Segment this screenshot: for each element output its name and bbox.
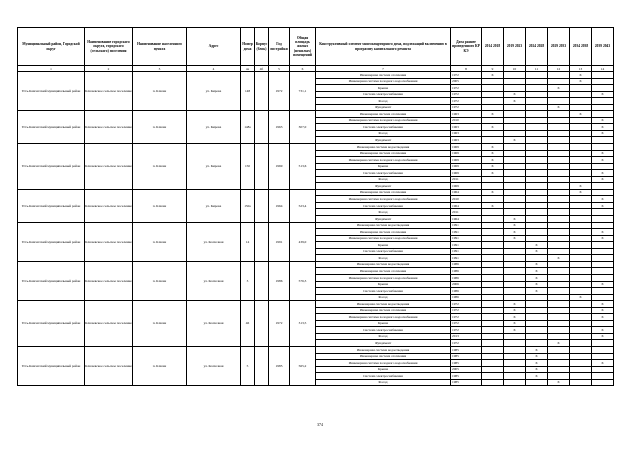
district-cell: Усть-Камчатский муниципальный район [18,144,85,190]
prior-repair-date-cell: 2005 [451,366,482,373]
period-mark-cell: X [526,281,548,288]
settlement-cell: Ключевское сельское поселение [85,301,133,347]
district-cell: Усть-Камчатский муниципальный район [18,222,85,261]
element-name-cell: Инженерная система холодного водоснабжения [316,360,451,367]
column-header-15: 2039 2043 [592,28,614,66]
period-mark-cell: X [482,144,504,151]
element-name-cell: Фасад [316,379,451,386]
period-mark-cell: X [592,91,614,98]
period-mark-cell: X [482,189,504,196]
period-mark-cell [592,379,614,386]
period-mark-cell: X [482,170,504,177]
period-mark-cell: X [592,130,614,137]
period-mark-cell: X [592,333,614,340]
period-mark-cell [526,379,548,386]
period-mark-cell: X [570,294,592,301]
block-cell [255,301,269,347]
element-name-cell: Инженерная система водоотведения [316,144,451,151]
element-name-cell: Инженерная система отопления [316,353,451,360]
street-cell: ул. Кирова [187,72,241,111]
element-name-cell: Инженерная система холодного водоснабжения [316,196,451,203]
column-number-15: 14 [592,66,614,72]
period-mark-cell: X [526,288,548,295]
prior-repair-date-cell: 2013 [451,333,482,340]
element-name-cell: Система электроснабжения [316,202,451,209]
period-mark-cell: X [504,91,526,98]
district-cell: Усть-Камчатский муниципальный район [18,189,85,222]
element-name-cell: Фундамент [316,216,451,223]
street-cell: ул. Кирова [187,144,241,190]
column-number-14: 13 [570,66,592,72]
column-number-6: 5 [269,66,290,72]
column-number-2: 3 [133,66,187,72]
element-name-cell: Фасад [316,333,451,340]
prior-repair-date-cell: 1972 [451,98,482,105]
prior-repair-date-cell: 1969 [451,170,482,177]
element-name-cell: Инженерная система водоотведения [316,222,451,229]
element-name-cell: Фундамент [316,137,451,144]
period-mark-cell: X [482,124,504,131]
element-name-cell: Фундамент [316,183,451,190]
prior-repair-date-cell: 2010 [451,117,482,124]
prior-repair-date-cell: 1986 [451,261,482,268]
prior-repair-date-cell: 1985 [451,379,482,386]
period-mark-cell: X [548,255,570,262]
street-cell: ул. Колхозная [187,301,241,347]
capital-repair-table [17,27,614,386]
build-year-cell: 1969 [269,144,290,190]
settlement-cell: Ключевское сельское поселение [85,189,133,222]
block-cell [255,111,269,144]
element-name-cell: Инженерная система отопления [316,150,451,157]
settlement-cell: Ключевское сельское поселение [85,261,133,300]
period-mark-cell: X [592,235,614,242]
element-name-cell: Инженерная система отопления [316,229,451,236]
district-cell: Усть-Камчатский муниципальный район [18,346,85,385]
prior-repair-date-cell: 1972 [451,327,482,334]
area-cell: 523,4 [290,189,316,222]
period-mark-cell: X [592,229,614,236]
prior-repair-date-cell: 1991 [451,248,482,255]
prior-repair-date-cell: 1964 [451,216,482,223]
area-cell: 307,0 [290,111,316,144]
locality-cell: п. Ключи [133,189,187,222]
prior-repair-date-cell: 1964 [451,202,482,209]
prior-repair-date-cell: 1972 [451,72,482,79]
prior-repair-date-cell: 1972 [451,320,482,327]
period-mark-cell: X [548,104,570,111]
column-header-6: Год постройки [269,28,290,66]
period-mark-cell: X [570,189,592,196]
period-mark-cell: X [592,281,614,288]
column-header-4: Номер дома [241,28,255,66]
prior-repair-date-cell: 1972 [451,91,482,98]
house-number-cell: 148а [241,111,255,144]
prior-repair-date-cell: 2010 [451,196,482,203]
build-year-cell: 1964 [269,189,290,222]
period-mark-cell: X [526,268,548,275]
period-mark-cell: X [504,98,526,105]
period-mark-cell: X [592,124,614,131]
period-mark-cell: X [592,117,614,124]
prior-repair-date-cell: 2011 [451,176,482,183]
street-cell: ул. Кирова [187,189,241,222]
block-cell [255,346,269,385]
prior-repair-date-cell: 1986 [451,274,482,281]
prior-repair-date-cell: 1969 [451,163,482,170]
house-number-cell: 14 [241,222,255,261]
area-cell: 565,2 [290,346,316,385]
prior-repair-date-cell: 1991 [451,229,482,236]
element-name-cell: Крыша [316,163,451,170]
period-mark-cell: X [592,314,614,321]
build-year-cell: 1963 [269,111,290,144]
element-name-cell: Фасад [316,209,451,216]
period-mark-cell: X [592,301,614,308]
column-header-8: Конструктивный элемент многоквартирного дома, подлежащий включению в программу капитального ремонта [316,28,451,66]
period-mark-cell: X [482,163,504,170]
period-mark-cell: X [504,216,526,223]
period-mark-cell: X [504,320,526,327]
column-header-7: Общая площадь жилых (нежилых) помещений [290,28,316,66]
area-cell: 576,3 [290,261,316,300]
column-number-0: 1 [18,66,85,72]
element-name-cell: Инженерная система холодного водоснабжения [316,274,451,281]
period-mark-cell: X [526,248,548,255]
build-year-cell: 1991 [269,222,290,261]
element-name-cell: Система электроснабжения [316,327,451,334]
district-cell: Усть-Камчатский муниципальный район [18,301,85,347]
element-name-cell: Фасад [316,294,451,301]
build-year-cell: 1972 [269,301,290,347]
period-mark-cell: X [526,366,548,373]
column-number-12: 11 [526,66,548,72]
period-mark-cell: X [592,202,614,209]
element-name-cell: Крыша [316,366,451,373]
period-mark-cell: X [592,360,614,367]
period-mark-cell: X [592,170,614,177]
period-mark-cell: X [504,235,526,242]
column-number-3: 4 [187,66,241,72]
prior-repair-date-cell: 1985 [451,353,482,360]
prior-repair-date-cell: 1986 [451,294,482,301]
area-cell: 439,0 [290,222,316,261]
prior-repair-date-cell: 1969 [451,150,482,157]
column-number-8: 7 [316,66,451,72]
period-mark-cell: X [570,111,592,118]
column-header-10: 2014 2018 [482,28,504,66]
area-cell: 731,1 [290,72,316,111]
build-year-cell: 1972 [269,72,290,111]
period-mark-cell: X [526,346,548,353]
period-mark-cell: X [592,196,614,203]
element-name-cell: Инженерная система водоотведения [316,301,451,308]
locality-cell: п. Ключи [133,111,187,144]
column-number-9: 8 [451,66,482,72]
prior-repair-date-cell: 1985 [451,373,482,380]
period-mark-cell: X [504,229,526,236]
element-name-cell: Система электроснабжения [316,248,451,255]
element-name-cell: Инженерная система отопления [316,307,451,314]
column-header-14: 2034 2038 [570,28,592,66]
period-mark-cell: X [504,307,526,314]
locality-cell: п. Ключи [133,261,187,300]
period-mark-cell: X [526,261,548,268]
column-number-7: 6 [290,66,316,72]
street-cell: ул. Колхозная [187,222,241,261]
period-mark-cell: X [504,327,526,334]
house-number-cell: 150 [241,144,255,190]
element-name-cell: Фасад [316,255,451,262]
prior-repair-date-cell: 1972 [451,307,482,314]
column-header-2: Наименование населенного пункта [133,28,187,66]
locality-cell: п. Ключи [133,144,187,190]
table-header-row [18,28,614,66]
period-mark-cell: X [548,379,570,386]
prior-repair-date-cell: 2011 [451,209,482,216]
build-year-cell: 1986 [269,261,290,300]
column-number-11: 10 [504,66,526,72]
prior-repair-date-cell: 1986 [451,268,482,275]
prior-repair-date-cell: 1985 [451,346,482,353]
prior-repair-date-cell: 1972 [451,340,482,347]
prior-repair-date-cell: 1991 [451,222,482,229]
element-name-cell: Инженерная система холодного водоснабжения [316,157,451,164]
column-number-1: 2 [85,66,133,72]
column-number-4: 4а [241,66,255,72]
period-mark-cell: X [592,327,614,334]
program-table-sheet [17,27,613,386]
prior-repair-date-cell: 1972 [451,85,482,92]
locality-cell: п. Ключи [133,222,187,261]
street-cell: ул. Кирова [187,111,241,144]
period-mark-cell: X [526,360,548,367]
settlement-cell: Ключевское сельское поселение [85,72,133,111]
element-name-cell: Инженерная система холодного водоснабжения [316,314,451,321]
house-number-cell: 148 [241,72,255,111]
element-name-cell: Инженерная система холодного водоснабжения [316,78,451,85]
period-mark-cell: X [570,72,592,79]
period-mark-cell: X [592,157,614,164]
district-cell: Усть-Камчатский муниципальный район [18,261,85,300]
element-name-cell: Инженерная система отопления [316,111,451,118]
element-name-cell: Крыша [316,281,451,288]
period-mark-cell: X [526,274,548,281]
period-mark-cell: X [504,301,526,308]
period-mark-cell: X [504,222,526,229]
period-mark-cell: X [482,111,504,118]
period-mark-cell [504,379,526,386]
street-cell: ул. Колхозная [187,346,241,385]
area-cell: 513,6 [290,144,316,190]
period-mark-cell: X [570,78,592,85]
element-name-cell: Крыша [316,242,451,249]
column-header-3: Адрес [187,28,241,66]
house-number-cell: 150а [241,189,255,222]
column-number-5: 4б [255,66,269,72]
area-cell: 313,5 [290,301,316,347]
period-mark-cell: X [526,353,548,360]
column-header-9: Дата раннее проведенного КР КЭ [451,28,482,66]
prior-repair-date-cell: 1969 [451,183,482,190]
prior-repair-date-cell: 1991 [451,242,482,249]
element-name-cell: Инженерная система отопления [316,72,451,79]
block-cell [255,189,269,222]
element-name-cell: Инженерная система водоотведения [316,261,451,268]
prior-repair-date-cell: 1963 [451,124,482,131]
element-name-cell: Фасад [316,176,451,183]
column-header-5: Корпус (блок) [255,28,269,66]
table-body [18,72,614,386]
column-header-13: 2029 2033 [548,28,570,66]
column-number-10: 9 [482,66,504,72]
house-number-cell: 46 [241,301,255,347]
prior-repair-date-cell: 2005 [451,78,482,85]
prior-repair-date-cell: 1972 [451,104,482,111]
column-header-11: 2019 2023 [504,28,526,66]
column-header-0: Муниципальный район, Городской округ [18,28,85,66]
element-name-cell: Фундамент [316,340,451,347]
block-cell [255,144,269,190]
prior-repair-date-cell: 1972 [451,314,482,321]
element-name-cell: Система электроснабжения [316,373,451,380]
page-number: 374 [317,422,323,427]
element-name-cell: Инженерная система водоотведения [316,346,451,353]
column-header-1: Наименование городского округа, городского (сельского) поселения [85,28,133,66]
build-year-cell: 1985 [269,346,290,385]
house-number-cell: 3 [241,261,255,300]
block-cell [255,72,269,111]
period-mark-cell: X [570,183,592,190]
period-mark-cell: X [504,314,526,321]
period-mark-cell: X [548,85,570,92]
prior-repair-date-cell: 1972 [451,301,482,308]
period-mark-cell: X [482,150,504,157]
element-name-cell: Инженерная система отопления [316,189,451,196]
column-header-12: 2024 2028 [526,28,548,66]
locality-cell: п. Ключи [133,72,187,111]
period-mark-cell: X [504,137,526,144]
period-mark-cell [570,379,592,386]
block-cell [255,261,269,300]
locality-cell: п. Ключи [133,301,187,347]
element-name-cell: Фундамент [316,104,451,111]
element-name-cell: Система электроснабжения [316,288,451,295]
element-name-cell: Система электроснабжения [316,124,451,131]
period-mark-cell: X [592,307,614,314]
district-cell: Усть-Камчатский муниципальный район [18,72,85,111]
element-name-cell: Крыша [316,85,451,92]
prior-repair-date-cell: 1969 [451,144,482,151]
street-cell: ул. Колхозная [187,261,241,300]
prior-repair-date-cell: 1985 [451,360,482,367]
settlement-cell: Ключевское сельское поселение [85,222,133,261]
prior-repair-date-cell: 1963 [451,111,482,118]
period-mark-cell: X [526,373,548,380]
element-name-cell: Фасад [316,98,451,105]
prior-repair-date-cell: 1969 [451,157,482,164]
prior-repair-date-cell: 1963 [451,130,482,137]
period-mark-cell: X [482,202,504,209]
period-mark-cell: X [482,72,504,79]
element-name-cell: Система электроснабжения [316,170,451,177]
period-mark-cell: X [526,242,548,249]
district-cell: Усть-Камчатский муниципальный район [18,111,85,144]
prior-repair-date-cell: 1991 [451,255,482,262]
period-mark-cell: X [482,157,504,164]
element-name-cell: Фасад [316,130,451,137]
element-name-cell: Система электроснабжения [316,91,451,98]
element-name-cell: Инженерная система холодного водоснабжения [316,235,451,242]
locality-cell: п. Ключи [133,346,187,385]
prior-repair-date-cell: 1964 [451,189,482,196]
element-name-cell: Инженерная система отопления [316,268,451,275]
house-number-cell: 5 [241,346,255,385]
prior-repair-date-cell: 2006 [451,281,482,288]
period-mark-cell [482,379,504,386]
element-name-cell: Инженерная система холодного водоснабжения [316,117,451,124]
period-mark-cell: X [592,176,614,183]
settlement-cell: Ключевское сельское поселение [85,346,133,385]
column-number-13: 12 [548,66,570,72]
prior-repair-date-cell: 1991 [451,235,482,242]
period-mark-cell: X [548,340,570,347]
period-mark-cell: X [592,150,614,157]
prior-repair-date-cell: 1963 [451,137,482,144]
element-name-cell: Крыша [316,320,451,327]
settlement-cell: Ключевское сельское поселение [85,144,133,190]
block-cell [255,222,269,261]
prior-repair-date-cell: 1986 [451,288,482,295]
settlement-cell: Ключевское сельское поселение [85,111,133,144]
